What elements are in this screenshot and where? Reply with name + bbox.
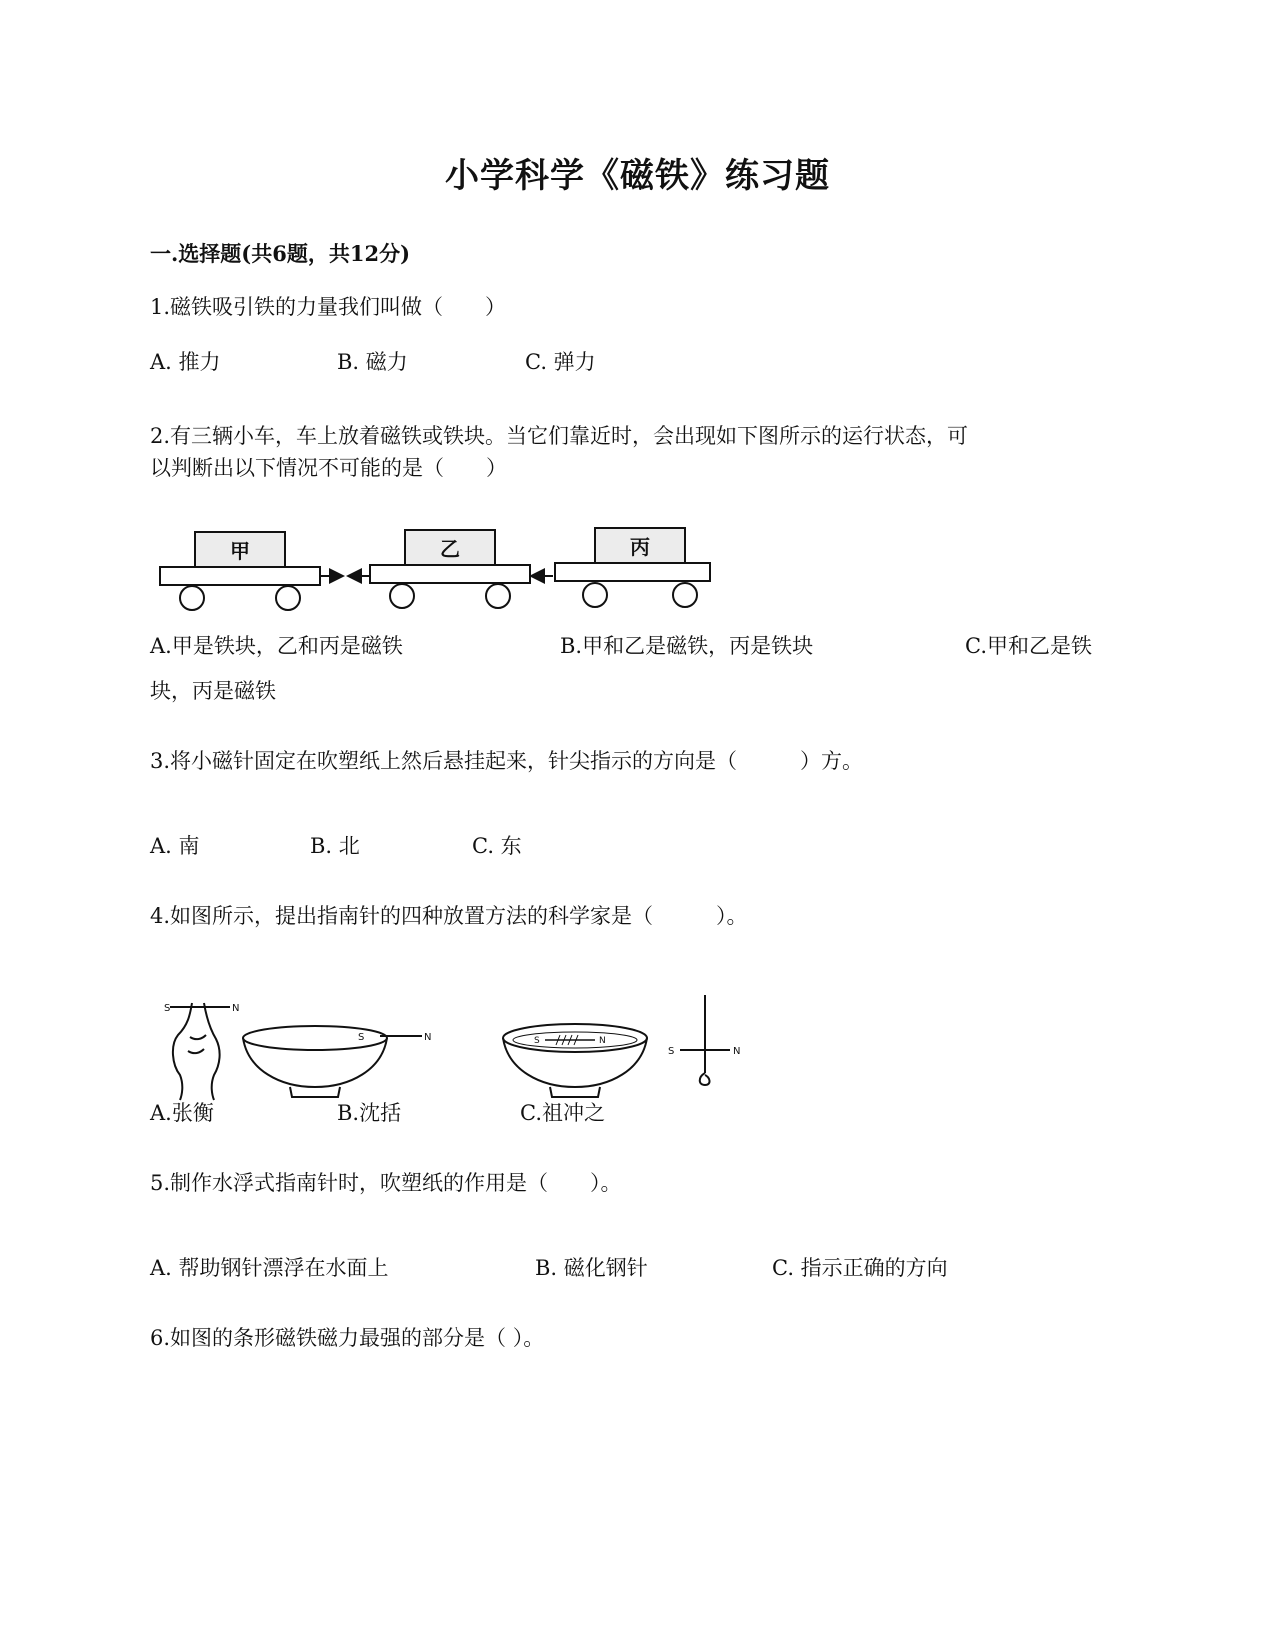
question-2-option-c: C.甲和乙是铁 <box>965 634 1092 658</box>
fingernail-method <box>170 1003 230 1100</box>
cart-label-yi: 乙 <box>440 537 460 561</box>
letter-n: N <box>599 1036 606 1046</box>
cart-label-bing: 丙 <box>630 535 650 559</box>
question-5-option-b: B. 磁化钢针 <box>535 1256 648 1280</box>
question-1-option-c: C. 弹力 <box>525 350 596 374</box>
letter-n: N <box>733 1046 741 1057</box>
water-float-method <box>503 1024 647 1097</box>
three-carts-figure <box>155 520 715 615</box>
question-3-option-c: C. 东 <box>472 834 522 858</box>
question-1-option-a: A. 推力 <box>150 350 221 374</box>
question-2-text-line-2: 以判断出以下情况不可能的是（ ） <box>150 456 507 480</box>
question-3-text: 3.将小磁针固定在吹塑纸上然后悬挂起来，针尖指示的方向是（ ）方。 <box>150 749 864 773</box>
question-2-text-line-1: 2.有三辆小车，车上放着磁铁或铁块。当它们靠近时，会出现如下图所示的运行状态，可 <box>150 424 969 448</box>
question-4-text: 4.如图所示，提出指南针的四种放置方法的科学家是（ ）。 <box>150 904 748 928</box>
question-2-option-c-continued: 块，丙是磁铁 <box>150 679 276 703</box>
letter-s: S <box>534 1036 540 1046</box>
thread-suspension-method <box>680 995 730 1085</box>
question-2-option-a: A.甲是铁块，乙和丙是磁铁 <box>150 634 403 658</box>
question-2-option-b: B.甲和乙是磁铁，丙是铁块 <box>560 634 814 658</box>
question-4-option-a: A.张衡 <box>150 1101 214 1125</box>
cart-label-jia: 甲 <box>230 539 250 563</box>
question-5-option-c: C. 指示正确的方向 <box>772 1256 948 1280</box>
question-5-text: 5.制作水浮式指南针时，吹塑纸的作用是（ ）。 <box>150 1171 622 1195</box>
question-4-option-b: B.沈括 <box>337 1101 402 1125</box>
section-heading: 一.选择题(共6题，共12分) <box>150 241 411 266</box>
letter-s: S <box>358 1032 365 1043</box>
letter-s: S <box>164 1003 171 1014</box>
question-4-option-c: C.祖冲之 <box>520 1101 605 1125</box>
page-title: 小学科学《磁铁》练习题 <box>445 156 830 196</box>
letter-s: S <box>668 1046 675 1057</box>
question-3-option-b: B. 北 <box>310 834 360 858</box>
question-6-text: 6.如图的条形磁铁磁力最强的部分是（ ）。 <box>150 1326 545 1350</box>
bowl-rim-method <box>243 1026 422 1097</box>
question-1-text: 1.磁铁吸引铁的力量我们叫做（ ） <box>150 295 507 319</box>
question-5-option-a: A. 帮助钢针漂浮在水面上 <box>150 1256 389 1280</box>
question-1-option-b: B. 磁力 <box>337 350 408 374</box>
letter-n: N <box>232 1003 240 1014</box>
question-3-option-a: A. 南 <box>150 834 200 858</box>
letter-n: N <box>424 1032 432 1043</box>
compass-placement-figure <box>160 995 780 1105</box>
